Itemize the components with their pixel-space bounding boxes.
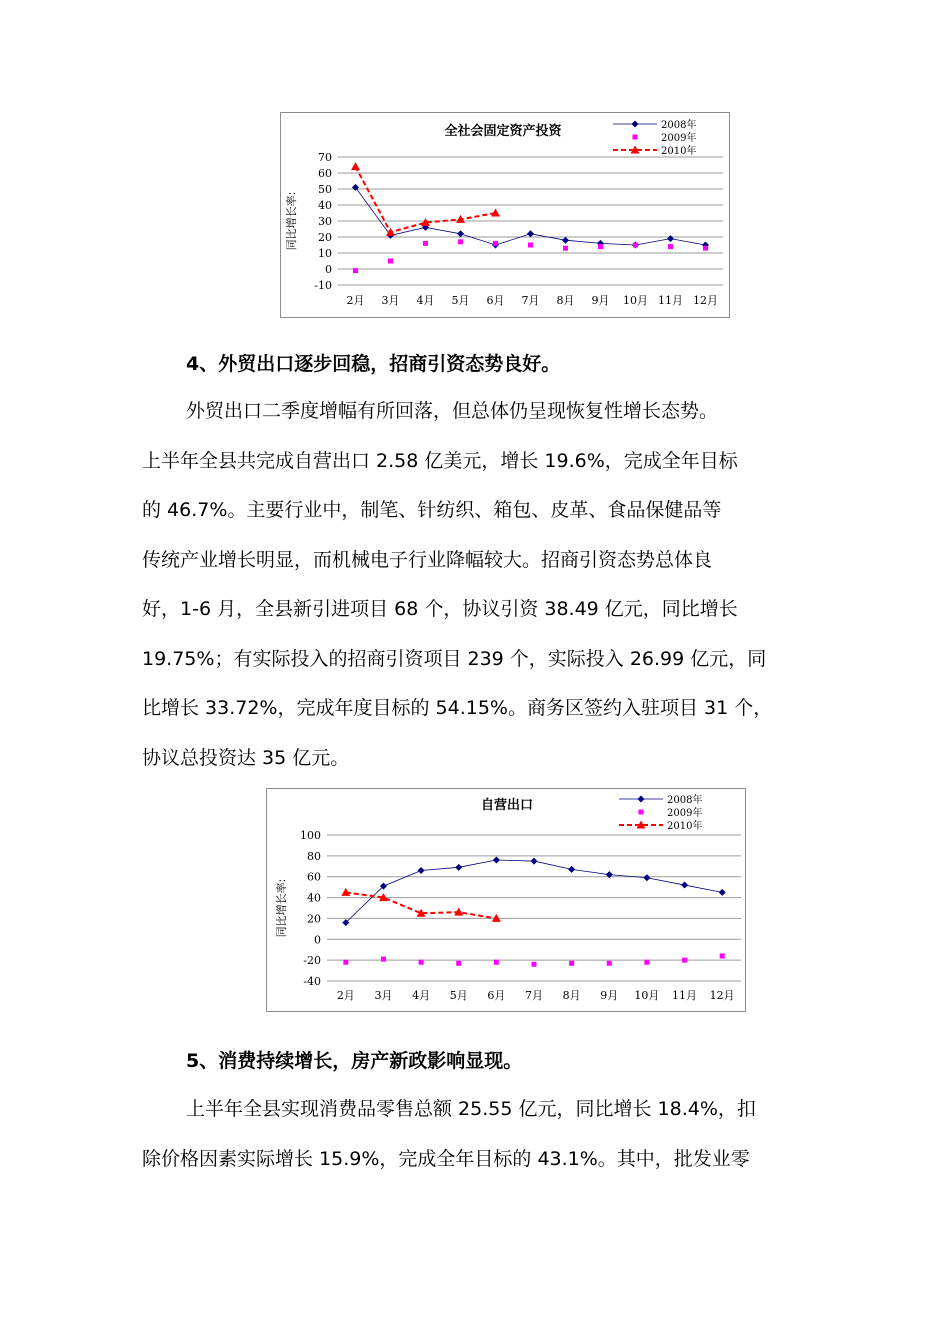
y-tick-label: 80 xyxy=(307,849,321,863)
data-point xyxy=(381,957,386,962)
data-point xyxy=(598,244,603,249)
data-point xyxy=(644,960,649,965)
data-point xyxy=(562,237,569,244)
data-point xyxy=(351,162,360,170)
data-point xyxy=(667,235,674,242)
chart-title: 全社会固定资产投资 xyxy=(444,124,562,139)
data-point xyxy=(343,960,348,965)
y-tick-label: 60 xyxy=(318,167,332,180)
x-tick-label: 2月 xyxy=(336,989,355,1002)
y-tick-label: 20 xyxy=(307,912,321,926)
x-tick-label: 10月 xyxy=(634,989,660,1002)
y-tick-label: 20 xyxy=(318,231,332,244)
paragraph-line: 传统产业增长明显，而机械电子行业降幅较大。招商引资态势总体良 xyxy=(142,548,713,571)
x-tick-label: 2月 xyxy=(346,294,365,307)
x-tick-label: 8月 xyxy=(556,294,575,307)
data-point xyxy=(455,864,462,871)
paragraph-line: 外贸出口二季度增幅有所回落，但总体仍呈现恢复性增长态势。 xyxy=(186,400,719,422)
y-tick-label: -40 xyxy=(303,975,321,988)
data-point xyxy=(494,960,499,965)
legend-marker xyxy=(632,121,639,128)
x-tick-label: 6月 xyxy=(487,989,506,1002)
data-point xyxy=(681,882,688,889)
data-point xyxy=(532,962,537,967)
section4-paragraph xyxy=(142,387,832,783)
data-point xyxy=(457,230,464,237)
y-tick-label: 70 xyxy=(318,151,332,164)
data-point xyxy=(493,241,498,246)
y-axis-label: 同比增长率: xyxy=(285,191,298,251)
x-tick-label: 7月 xyxy=(525,989,543,1002)
x-tick-label: 4月 xyxy=(416,294,435,307)
paragraph-line: 19.75%；有实际投入的招商引资项目 239 个，实际投入 26.99 亿元，同 xyxy=(142,647,767,670)
x-tick-label: 12月 xyxy=(709,989,735,1002)
data-point xyxy=(703,246,708,251)
x-tick-label: 11月 xyxy=(658,294,683,307)
section5-paragraph xyxy=(142,1085,832,1184)
y-tick-label: 60 xyxy=(307,870,321,884)
x-tick-label: 5月 xyxy=(451,294,470,307)
x-tick-label: 9月 xyxy=(591,294,610,307)
x-tick-label: 11月 xyxy=(672,989,698,1002)
x-tick-label: 8月 xyxy=(562,989,581,1002)
chart-self-export xyxy=(266,788,746,1012)
y-tick-label: 10 xyxy=(318,247,332,260)
legend-marker xyxy=(633,135,638,140)
y-tick-label: 100 xyxy=(300,829,321,842)
legend-marker xyxy=(638,796,645,803)
data-point xyxy=(418,867,425,874)
x-tick-label: 10月 xyxy=(623,294,648,307)
data-point xyxy=(719,889,726,896)
y-tick-label: 30 xyxy=(318,215,332,228)
x-tick-label: 3月 xyxy=(381,294,400,307)
y-tick-label: 0 xyxy=(314,933,321,947)
series-line xyxy=(346,860,722,923)
x-tick-label: 3月 xyxy=(374,989,393,1002)
data-point xyxy=(668,244,673,249)
y-tick-label: 40 xyxy=(307,891,321,905)
x-tick-label: 5月 xyxy=(449,989,468,1002)
data-point xyxy=(607,961,612,966)
chart-fixed-asset-investment-svg xyxy=(281,113,729,317)
x-tick-label: 12月 xyxy=(693,294,718,307)
paragraph-line: 比增长 33.72%，完成年度目标的 54.15%。商务区签约入驻项目 31 个， xyxy=(142,697,773,719)
data-point xyxy=(458,239,463,244)
data-point xyxy=(528,243,533,248)
y-axis-label: 同比增长率: xyxy=(275,878,288,938)
paragraph-line: 好，1-6 月，全县新引进项目 68 个，协议引资 38.49 亿元，同比增长 xyxy=(142,598,738,620)
data-point xyxy=(569,961,574,966)
legend-label: 2008年 xyxy=(667,795,703,806)
data-point xyxy=(491,209,500,217)
legend-label: 2010年 xyxy=(667,821,703,832)
paragraph-line: 上半年全县实现消费品零售总额 25.55 亿元，同比增长 18.4%，扣 xyxy=(186,1098,756,1120)
data-point xyxy=(423,241,428,246)
x-tick-label: 7月 xyxy=(521,294,540,307)
data-point xyxy=(643,874,650,881)
legend-label: 2008年 xyxy=(661,120,697,131)
paragraph-line: 除价格因素实际增长 15.9%，完成全年目标的 43.1%。其中，批发业零 xyxy=(142,1147,750,1170)
section5-heading: 5、消费持续增长，房产新政影响显现。 xyxy=(186,1050,523,1072)
data-point xyxy=(568,866,575,873)
chart-fixed-asset-investment xyxy=(280,112,730,318)
data-point xyxy=(682,958,687,963)
data-point xyxy=(527,230,534,237)
chart-self-export-svg xyxy=(267,789,745,1011)
y-tick-label: 50 xyxy=(318,183,332,196)
y-tick-label: -20 xyxy=(303,954,321,968)
x-tick-label: 6月 xyxy=(486,294,505,307)
chart-title: 自营出口 xyxy=(480,798,534,813)
legend-label: 2009年 xyxy=(661,133,697,144)
legend-label: 2010年 xyxy=(661,146,697,157)
legend-marker xyxy=(639,810,644,815)
paragraph-line: 上半年全县共完成自营出口 2.58 亿美元，增长 19.6%，完成全年目标 xyxy=(142,449,738,472)
data-point xyxy=(531,858,538,865)
data-point xyxy=(419,960,424,965)
data-point xyxy=(388,259,393,264)
paragraph-line: 的 46.7%。主要行业中，制笔、针纺织、箱包、皮革、食品保健品等 xyxy=(142,499,722,521)
data-point xyxy=(633,243,638,248)
legend-label: 2009年 xyxy=(667,808,703,819)
data-point xyxy=(456,961,461,966)
data-point xyxy=(353,268,358,273)
data-point xyxy=(563,246,568,251)
section4-heading: 4、外贸出口逐步回稳，招商引资态势良好。 xyxy=(186,353,561,375)
paragraph-line: 协议总投资达 35 亿元。 xyxy=(142,746,350,769)
y-tick-label: -10 xyxy=(314,279,332,292)
x-tick-label: 9月 xyxy=(600,989,619,1002)
y-tick-label: 0 xyxy=(325,263,332,276)
y-tick-label: 40 xyxy=(318,199,332,212)
x-tick-label: 4月 xyxy=(412,989,431,1002)
data-point xyxy=(352,184,359,191)
data-point xyxy=(720,953,725,958)
data-point xyxy=(493,857,500,864)
